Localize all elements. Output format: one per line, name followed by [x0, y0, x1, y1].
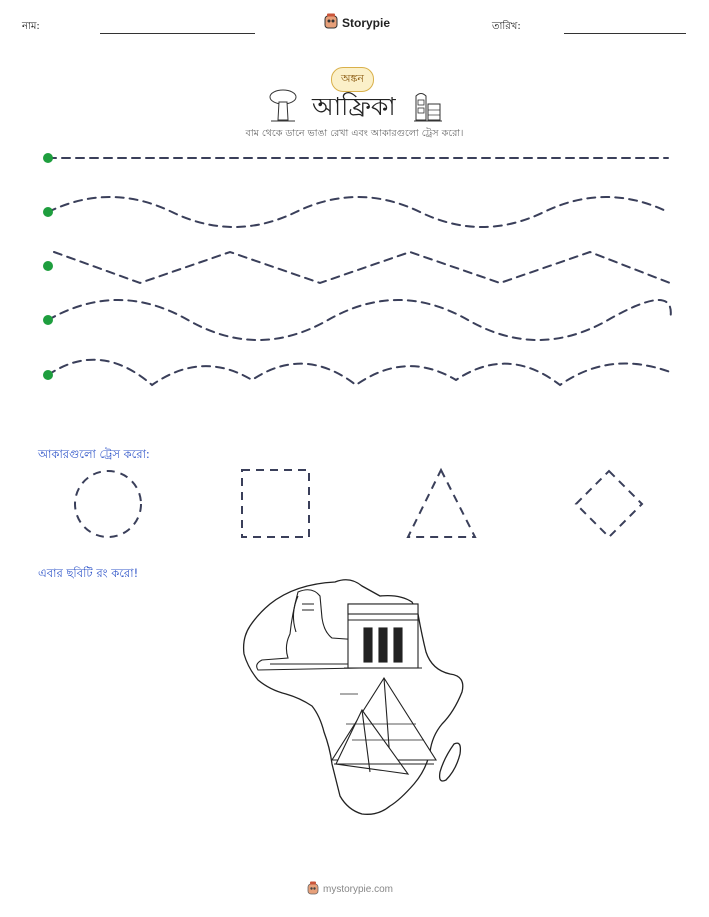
temple-drawing	[344, 604, 422, 668]
trace-shape-circle	[75, 471, 141, 537]
coloring-heading: এবার ছবিটি রং করো!	[38, 566, 139, 580]
start-dot	[43, 370, 53, 380]
start-dot	[43, 153, 53, 163]
start-dot	[43, 261, 53, 271]
brand-name: Storypie	[342, 15, 391, 30]
footer	[307, 881, 393, 898]
footer-site[interactable]: mystorypie.com	[323, 884, 394, 895]
date-label: তারিখ:	[492, 21, 521, 32]
trace-line-wave-3	[48, 360, 670, 385]
page-title: আফ্রিকা	[312, 92, 396, 121]
storypie-logo-icon	[307, 881, 319, 898]
trace-line-wave-2	[48, 300, 671, 340]
trace-shape-square	[242, 470, 309, 537]
madagascar-outline	[440, 743, 461, 781]
start-dot	[43, 207, 53, 217]
shapes-heading: আকারগুলো ট্রেস করো:	[38, 447, 150, 461]
trace-shape-triangle	[408, 470, 475, 537]
category-badge: অঙ্কন	[331, 67, 374, 92]
trace-line-wave-1	[48, 197, 668, 227]
name-label: নাম:	[22, 21, 40, 32]
trace-shape-diamond	[576, 471, 642, 537]
trace-line-zigzag	[54, 252, 670, 283]
start-dot	[43, 315, 53, 325]
africa-coloring-illustration[interactable]	[240, 574, 470, 819]
instructions: বাম থেকে ডানে ভাঙা রেখা এবং আকারগুলো ট্রেস করো।	[245, 128, 464, 139]
